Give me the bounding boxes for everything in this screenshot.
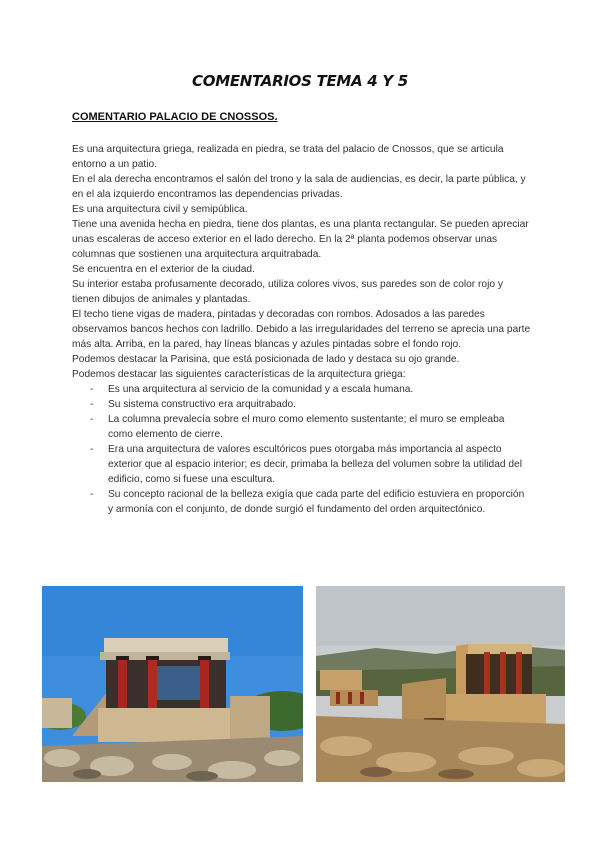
list-item-text: La columna prevalecía sobre el muro como elemento sustentante; el muro se empleaba como elemento de cierre. [108, 414, 505, 440]
list-dash: - [90, 444, 94, 455]
column-2 [148, 658, 157, 710]
paragraph: Tiene una avenida hecha en piedra, tiene dos plantas, es una planta rectangular. Se pueden apreciar unas escaleras de acceso exterior en el lado derecho. En la 2ª planta podemos observar unas columnas que sostienen una arquitectura arquitrabada. [72, 219, 529, 260]
list-item-text: Era una arquitectura de valores escultóricos pues otorgaba más importancia al aspecto exterior que al espacio interior; es decir, primaba la belleza del volumen sobre la utilidad del edificio, como si fuese una escultura. [108, 444, 522, 485]
list-item [72, 412, 532, 442]
column-3 [200, 658, 209, 710]
photo-knossos-ruins [316, 586, 565, 782]
paragraph: Es una arquitectura griega, realizada en piedra, se trata del palacio de Cnossos, que se articula entorno a un patio. [72, 144, 504, 170]
list-dash: - [90, 414, 94, 425]
list-item-text: Es una arquitectura al servicio de la comunidad y a escala humana. [108, 384, 414, 395]
roof-slab [466, 644, 532, 654]
list-item [72, 382, 532, 397]
paragraph: En el ala derecha encontramos el salón del trono y la sala de audiencias, es decir, la parte pública, y en el ala izquierdo encontramos las dependencias privadas. [72, 174, 526, 200]
list-dash: - [90, 399, 94, 410]
list-item-text: Su sistema constructivo era arquitrabado. [108, 399, 296, 410]
list-dash: - [90, 384, 94, 395]
features-list [72, 382, 532, 517]
paragraph: El techo tiene vigas de madera, pintadas y decoradas con rombos. Adosados a las paredes observamos bancos hechos con ladrillo. Debido a las irregularidades del terreno se aprecia una parte más alta. Arriba, en la pared, hay líneas blancas y azules pintadas sobre el fondo rojo. [72, 309, 531, 350]
paragraph: Su interior estaba profusamente decorado, utiliza colores vivos, sus paredes son de color rojo y tienen dibujos de animales y plantadas. [72, 279, 503, 305]
bastion-wall [98, 708, 236, 742]
paragraph: Podemos destacar la Parisina, que está posicionada de lado y destaca su ojo grande. [72, 354, 460, 365]
page-title: COMENTARIOS TEMA 4 Y 5 [192, 72, 408, 90]
column-3 [516, 652, 522, 696]
column-2 [500, 652, 506, 696]
list-item [72, 397, 532, 412]
section-heading: COMENTARIO PALACIO DE CNOSSOS. [72, 111, 278, 123]
knossos-ruins-illustration [316, 586, 565, 782]
fresco [157, 666, 203, 700]
list-item-text: Su concepto racional de la belleza exigía que cada parte del edificio estuviera en proporción y armonía con el conjunto, de donde surgió el fundamento del orden arquitectónico. [108, 489, 525, 515]
photo-knossos-north-entrance [42, 586, 303, 782]
list-item [72, 487, 532, 517]
body-text [72, 142, 532, 517]
list-dash: - [90, 489, 94, 500]
portico-shadow [466, 654, 532, 694]
column-1 [484, 652, 490, 696]
paragraph-lead-in: Podemos destacar las siguientes características de la arquitectura griega: [72, 369, 406, 380]
list-item [72, 442, 532, 487]
knossos-entrance-illustration [42, 586, 303, 782]
paragraph: Se encuentra en el exterior de la ciudad. [72, 264, 255, 275]
paragraph: Es una arquitectura civil y semipública. [72, 204, 248, 215]
roof-slab [104, 638, 228, 654]
column-1 [118, 658, 127, 710]
